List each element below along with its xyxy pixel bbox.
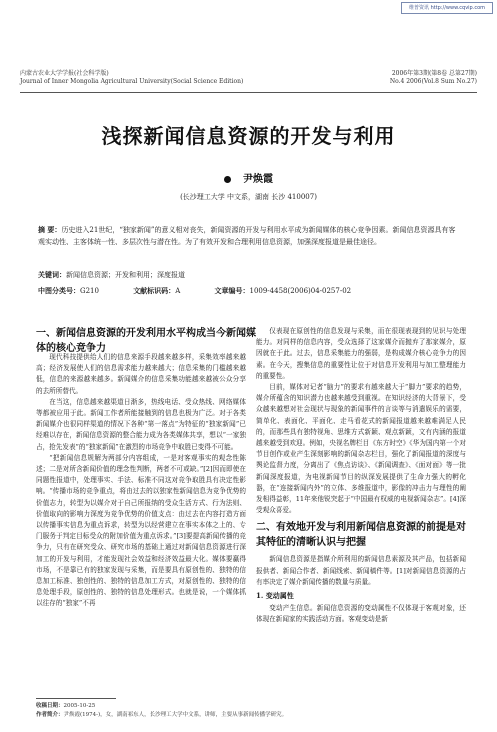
paragraph: 在当这，信息越来越渠道日渐多，热线电话、受众热线、网络媒体等都被应用于此。新闻工作者所能接触到的信息也极为广泛。对于各类新闻媒介也很同样渠道的情况下各种“第一落点”为特征的“独家新闻”已经难以存在，新闻信息资源的整合能力成为各类媒体共享，想以“一家独占，抢先发表”的“独家新闻”在激烈的市场竞争中取胜已变得不可能。 xyxy=(36,397,246,451)
author-affiliation: (长沙理工大学 中文系，湖南 长沙 410007) xyxy=(180,193,317,201)
issue-info xyxy=(390,70,477,86)
section-1-heading: 一、新闻信息资源的开发利用水平构成当今新闻媒体的核心竞争力 xyxy=(36,328,256,354)
paragraph: 仅表现在原创性的信息发现与采集，而在很现表现到的见识与处理能力。对同样的信息内容，受众选择了这家媒介而抛弃了那家媒介，原因就在于此。过去，信息采集能力的强弱，是构成媒介核心竞争力的因素。在今天，搜集信息的重要性让位于对信息开发利用与加工整理能力的重要性。 xyxy=(256,327,466,380)
journal-header xyxy=(20,70,477,94)
paragraph: 现代科技提供给人们的信息来源手段越来越多样，采集效率越来越高；经济发展使人们的信息需求能力越来越大；信息采集的门槛越来越低，信息的来源越来越多。新闻媒介的信息采集功能越来越被公众分享的去所所替代。 xyxy=(36,353,246,395)
journal-name xyxy=(20,70,243,86)
author-bio xyxy=(36,711,467,720)
abstract-text: 历史进入21世纪，“独家新闻”的意义相对丧失，新闻资源的开发与利用水平成为新闻媒体的核心竞争因素。新闻信息资源具有客观实动性、主客体统一性、多层次性与潜在性。为了有效开发和合理利用信息资源，加强深度报道是最佳途径。 xyxy=(38,226,456,246)
page-title: 浅探新闻信息资源的开发与利用 xyxy=(101,124,396,148)
subsection-1-heading: 1. 变动属性 xyxy=(256,591,294,601)
author-line xyxy=(0,170,497,185)
received-value: 2005-10-25 xyxy=(63,703,96,709)
clc-value: G210 xyxy=(80,287,99,295)
article-no-label: 文章编号： xyxy=(214,286,250,295)
doc-code-value: A xyxy=(175,287,181,295)
bio-value: 尹焕霞(1974-)，女，湖南祁东人，长沙理工大学中文系，讲师，主要从事新闻传播学研究。 xyxy=(63,712,288,718)
keywords-text: 新闻信息资源；开发和利用；深度报道 xyxy=(66,271,185,279)
received-label: 收稿日期： xyxy=(36,703,64,709)
issue-en: No.4 2006(Vol.8 Sum No.27) xyxy=(389,78,477,85)
article-meta xyxy=(38,286,461,296)
received-date xyxy=(36,702,467,711)
footnote-divider xyxy=(36,698,116,699)
keywords xyxy=(38,270,461,280)
doc-code-label: 文献标识码： xyxy=(133,286,176,295)
paragraph: 新闻信息资源是指媒介所利用的新闻信息素源及其产品，包括新闻报供者、新闻合作者、新闻线索、新闻稿件等。[1]对新闻信息资源的占有率决定了媒介新闻传播的数量与质量。 xyxy=(256,555,466,586)
footnote xyxy=(36,702,467,720)
journal-name-en: Journal of Inner Mongolia Agricultural University(Social Science Edition) xyxy=(20,78,244,85)
paragraph: 目前，媒体对记者“脑力”的要求有越来越大于“脚力”要求的趋势，媒介所蕴含的知识潜力也越来越受到重视。在知识经济的大背景下，受众越来越想对社会现状与现象的新闻事件的言谈等与消遣娱乐的需要，简单化、表面化、平面化、走马看花式的新闻报道越来越难满足人民的，而那些具有独特视角、思维方式新颖、观点新颖，文有内涵的报道越来越受到欢迎。例如，央视名牌栏目《东方时空》《华为国内第一个对节目创作或业产生深刻影响的新闻杂志栏目，强化了新闻报道的深度与舆论监督力度，分离出了《焦点访谈》、《新闻调查》、《面对面》等一批新闻深度报道，为电视新闻节目的纵深发展提供了生命力强大的孵化器，在“连接新闻内外”的立体、多维报道中，影像的冲击力与理性的阐发相得益彰，11年来他锐突起于“中国最有权威的电视新闻杂志”。[4]深受观众喜爱。 xyxy=(256,383,466,515)
section-2-heading: 二、有效地开发与利用新闻信息资源的前提是对其特征的清晰认识与把握 xyxy=(256,522,466,549)
author-name: 尹焕霞 xyxy=(243,174,273,185)
paragraph: 变动产生信息。新闻信息资源的变动属性不仅体现于客观对象，还体现在新闻家的实践活动方面。客观变动是新 xyxy=(256,604,466,624)
header-divider xyxy=(20,92,477,93)
paragraph: “把新闻信息规解为两部分内容组成，一是对客观事实的观念性陈述；二是对所含新闻价值的理念性判断，两者不可或缺。”[2]因而即使在同题性报道中，处理事实、手法、标准不同这对竞争取胜具有决定性影响。“传播市场的竞争重点，将由过去的以独家性新闻信息为竞争优势的价值志力，转型为以媒介对于自己所报纳的受众生活方式、行为法则、价值取向的影响力深度为竞争优势的价值支点：由过去在内容打造方面以传播事实信息为重点诉求，转型为以经营建立在事实本体之上的、专门服务于判定目标受众的附加价值为重点诉求。”[3]要提高新闻传播的竞争力，只有在研究受众、研究市场的基础上通过对新闻信息资源进行深加工的开发与利用，才能发现社会效益和经济效益最大化。媒体要赢得市场，不是靠已有的独家发现与采集，而是要具有原创性的、独特的信息加工标准、独创性的、独特的信息加工方式，对原创性的、独特的信息处理手段，原创性的、独特的信息处理形式。也就是说，一个媒体抓以往存的“独家”不再 xyxy=(36,453,246,608)
article-no-value: 1009-4458(2006)04-0257-02 xyxy=(249,287,352,295)
issue-cn: 2006年第3期(第8卷 总第27期) xyxy=(391,70,477,77)
keywords-label: 关键词： xyxy=(38,270,66,279)
bullet-icon xyxy=(224,176,231,183)
body-column-left xyxy=(36,328,256,610)
abstract xyxy=(38,224,461,248)
abstract-label: 摘 要： xyxy=(38,225,62,234)
body-column-right xyxy=(256,326,466,626)
clc-label: 中图分类号： xyxy=(38,286,80,295)
watermark: 维普资讯 http://www.cqvip.com xyxy=(401,2,493,14)
journal-name-cn: 内蒙古农业大学学报(社会科学版) xyxy=(20,70,109,77)
bio-label: 作者简介： xyxy=(36,712,64,718)
